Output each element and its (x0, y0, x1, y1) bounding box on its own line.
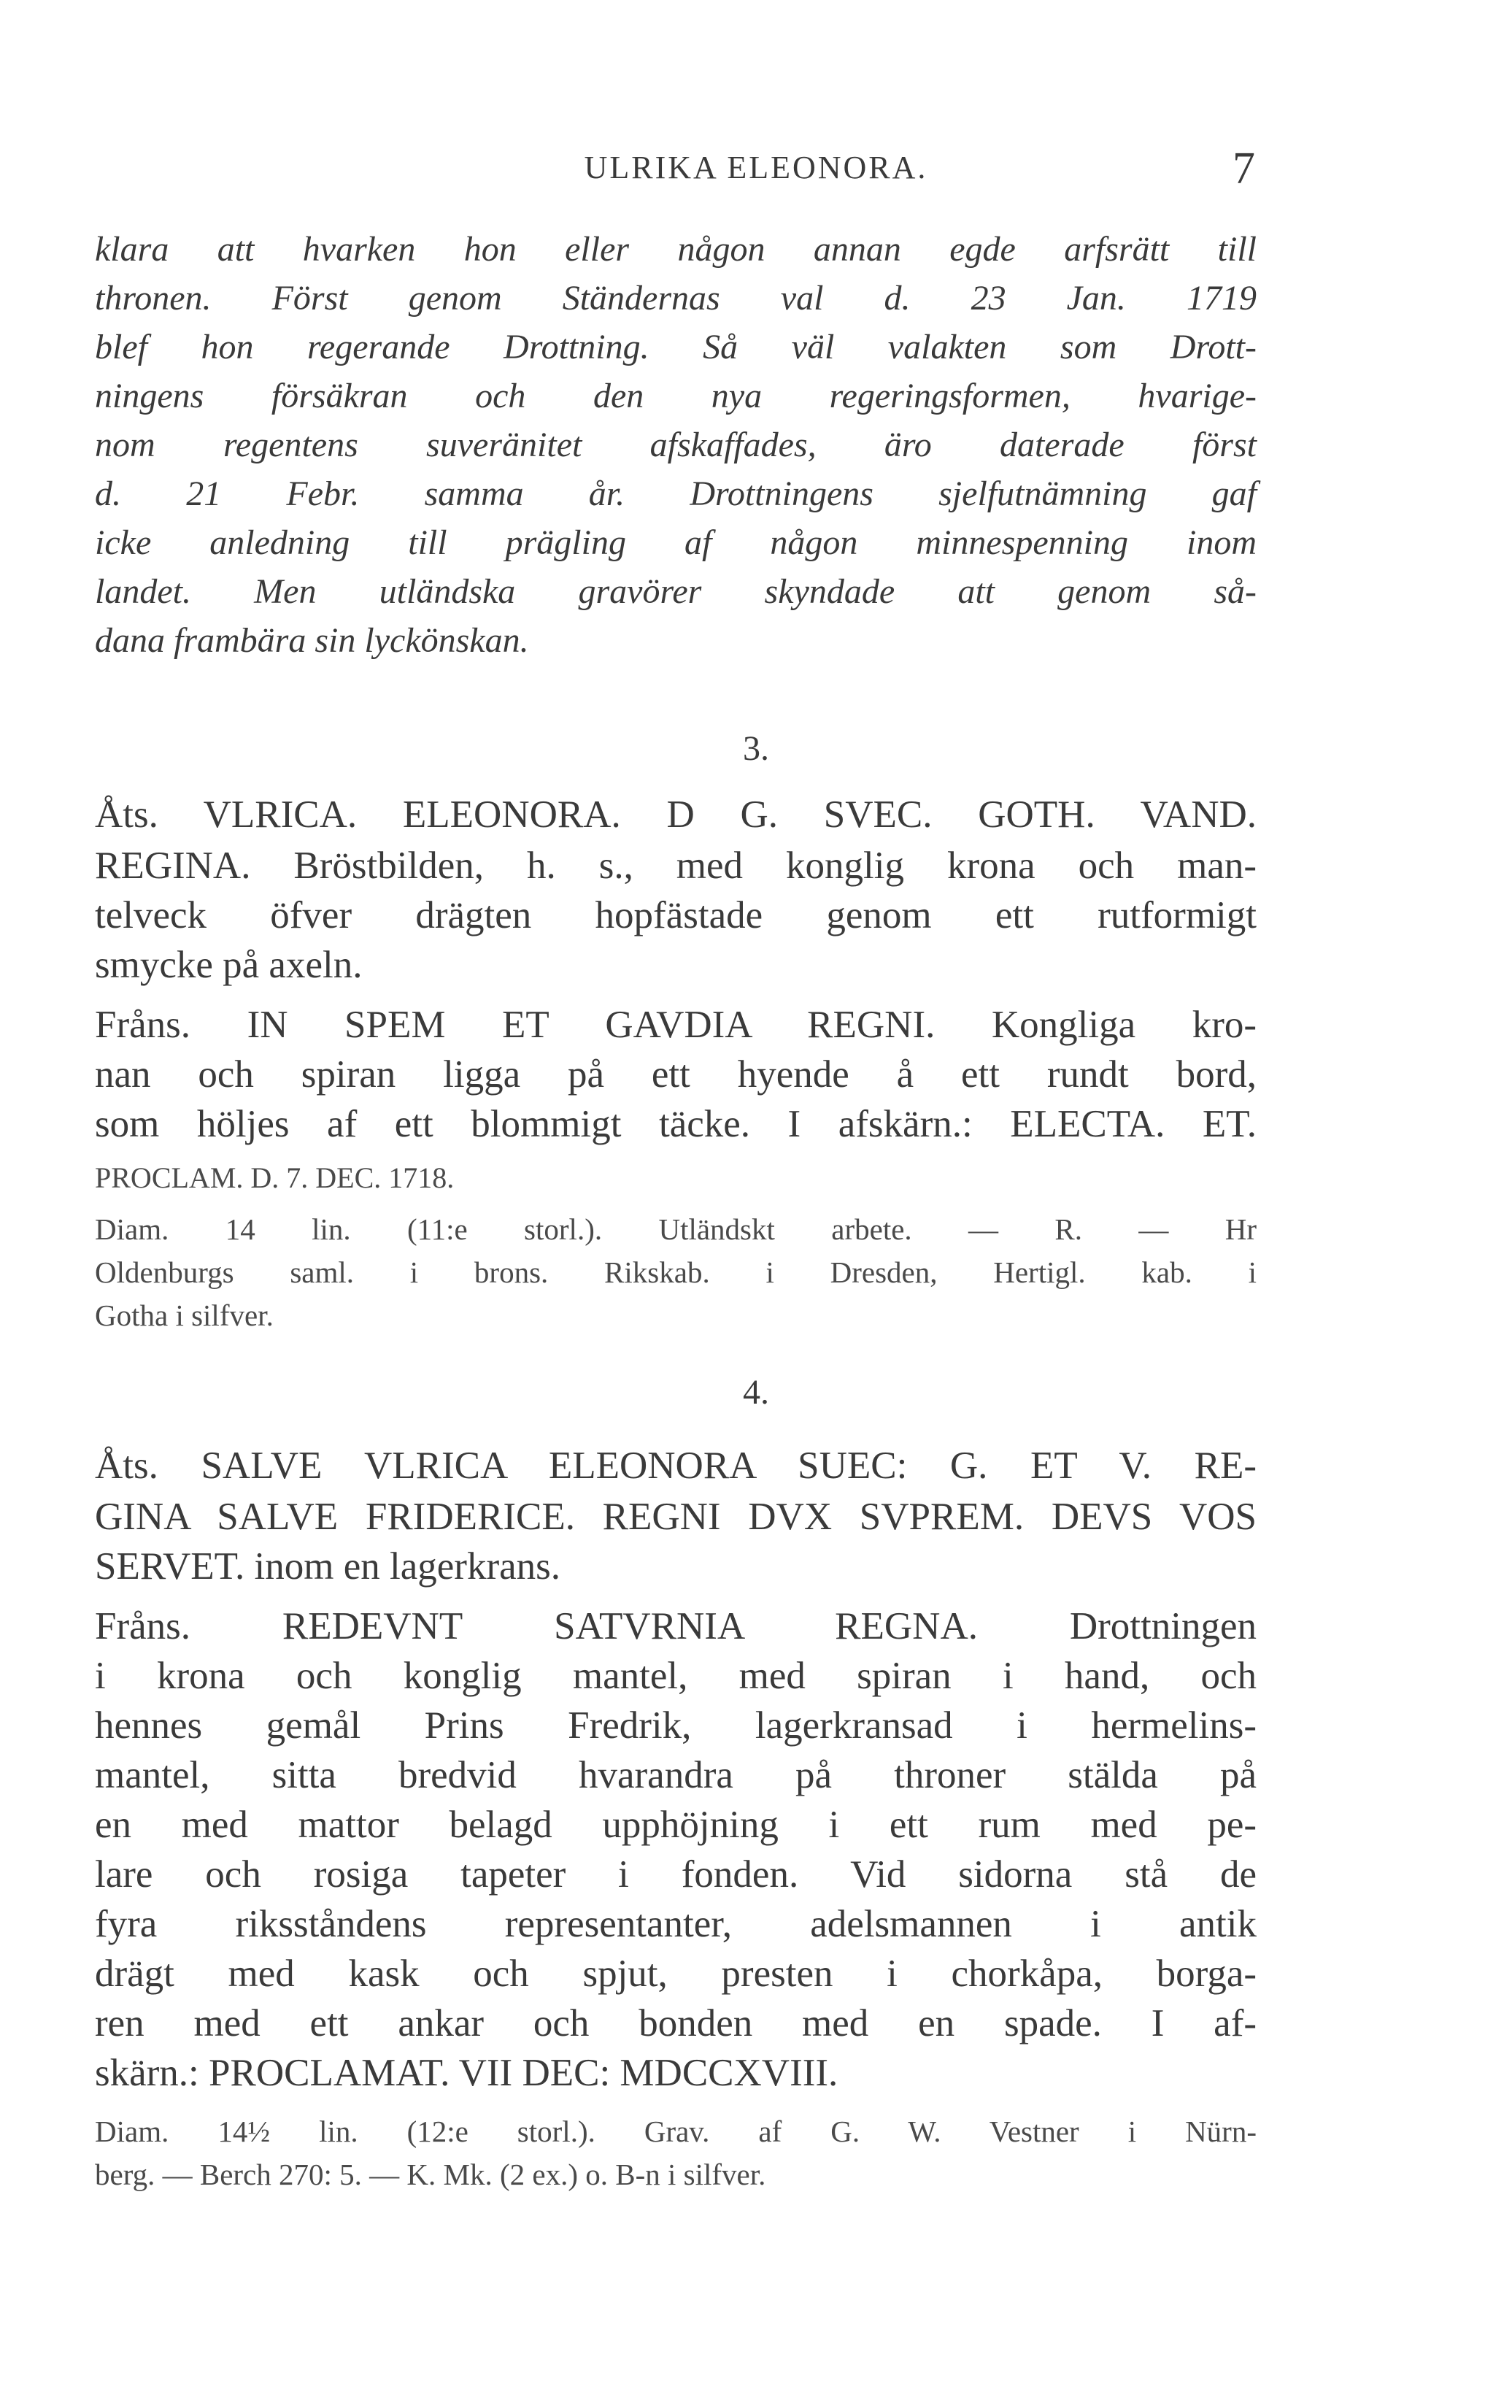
section3-line: telveck öfver drägten hopfästade genom ett rutformigt (95, 894, 1257, 936)
section4-note: Diam. 14½ lin. (12:e storl.). Grav. af G. W. Vestner i Nürn- (95, 2115, 1257, 2148)
intro-line: d. 21 Febr. samma år. Drottningens sjelfutnämning gaf (95, 474, 1257, 513)
intro-line: blef hon regerande Drottning. Så väl valakten som Drott- (95, 328, 1257, 366)
section4-line: GINA SALVE FRIDERICE. REGNI DVX SVPREM. DEVS VOS (95, 1496, 1257, 1538)
section4-line: Åts. SALVE VLRICA ELEONORA SUEC: G. ET V. RE- (95, 1445, 1257, 1487)
running-header: ULRIKA ELEONORA. (584, 150, 928, 185)
section4-line: i krona och konglig mantel, med spiran i hand, och (95, 1655, 1257, 1697)
section4-line: SERVET. inom en lagerkrans. (95, 1545, 560, 1588)
section3-line: REGINA. Bröstbilden, h. s., med konglig krona och man- (95, 845, 1257, 887)
section4-line: en med mattor belagd upphöjning i ett rum med pe- (95, 1804, 1257, 1846)
section4-line: hennes gemål Prins Fredrik, lagerkransad i hermelins- (95, 1704, 1257, 1747)
intro-line: dana frambära sin lyckönskan. (95, 621, 529, 660)
section3-line: Fråns. IN SPEM ET GAVDIA REGNI. Kongliga kro- (95, 1004, 1257, 1046)
section3-note: Gotha i silfver. (95, 1299, 274, 1332)
intro-line: icke anledning till prägling af någon minnespenning inom (95, 523, 1257, 562)
section4-line: Fråns. REDEVNT SATVRNIA REGNA. Drottningen (95, 1605, 1257, 1647)
intro-line: ningens försäkran och den nya regeringsformen, hvarige- (95, 377, 1257, 415)
section3-line: nan och spiran ligga på ett hyende å ett rundt bord, (95, 1053, 1257, 1096)
section-number: 3. (743, 729, 769, 768)
intro-line: landet. Men utländska gravörer skyndade att genom så- (95, 572, 1257, 611)
section3-note: Diam. 14 lin. (11:e storl.). Utländskt arbete. — R. — Hr (95, 1212, 1257, 1246)
section4-note: berg. — Berch 270: 5. — K. Mk. (2 ex.) o. B-n i silfver. (95, 2158, 766, 2191)
section4-line: mantel, sitta bredvid hvarandra på throner stälda på (95, 1754, 1257, 1796)
section3-note: Oldenburgs saml. i brons. Rikskab. i Dresden, Hertigl. kab. i (95, 1255, 1257, 1289)
section4-line: skärn.: PROCLAMAT. VII DEC: MDCCXVIII. (95, 2052, 838, 2094)
section4-line: ren med ett ankar och bonden med en spade. I af- (95, 2002, 1257, 2045)
intro-line: nom regentens suveränitet afskaffades, äro daterade först (95, 426, 1257, 464)
section3-line: som höljes af ett blommigt täcke. I afskärn.: ELECTA. ET. (95, 1103, 1257, 1145)
section4-line: lare och rosiga tapeter i fonden. Vid sidorna stå de (95, 1853, 1257, 1896)
section3-line: PROCLAM. D. 7. DEC. 1718. (95, 1161, 455, 1194)
section4-line: fyra riksståndens representanter, adelsmannen i antik (95, 1903, 1257, 1945)
intro-line: klara att hvarken hon eller någon annan egde arfsrätt till (95, 230, 1257, 269)
section3-line: smycke på axeln. (95, 944, 363, 986)
page-number: 7 (1233, 144, 1255, 193)
section-number: 4. (743, 1373, 769, 1412)
section4-line: drägt med kask och spjut, presten i chorkåpa, borga- (95, 1953, 1257, 1995)
intro-line: thronen. Först genom Ständernas val d. 23 Jan. 1719 (95, 279, 1257, 318)
section3-line: Åts. VLRICA. ELEONORA. D G. SVEC. GOTH. VAND. (95, 793, 1257, 836)
